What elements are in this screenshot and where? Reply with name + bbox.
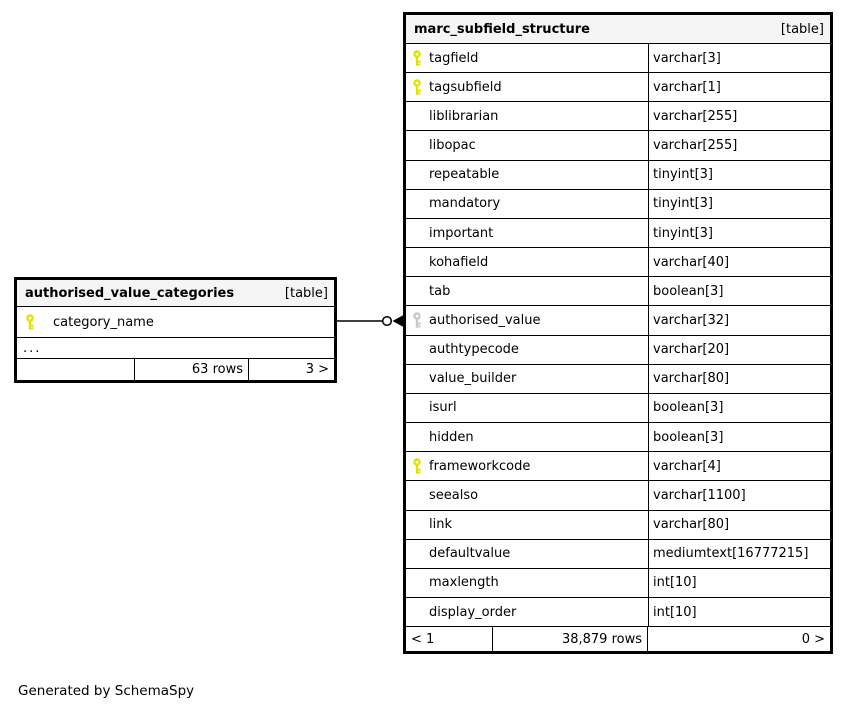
column-name: category_name [53,314,154,330]
column-row [406,423,830,452]
column-type: varchar[20] [648,336,830,364]
column-list [406,44,830,627]
column-row [406,452,830,481]
column-name: liblibrarian [429,108,499,124]
column-type: boolean[3] [648,277,830,305]
column-type: varchar[255] [648,102,830,130]
column-name-cell [406,569,648,597]
table-type-label: [table] [284,285,328,301]
table-header[interactable] [406,15,830,44]
column-name: maxlength [429,575,499,591]
column-row [406,248,830,277]
table-name[interactable]: authorised_value_categories [25,285,235,301]
column-type: int[10] [648,598,830,626]
column-name-cell [406,102,648,130]
children-indicator: 0 > [801,631,825,647]
column-type: varchar[80] [648,511,830,539]
column-name: seealso [429,487,479,503]
column-name-cell [406,161,648,189]
table-header[interactable] [17,280,334,307]
row-count: 63 rows [134,359,249,380]
column-name: authtypecode [429,342,519,358]
column-name-cell [406,540,648,568]
column-name: isurl [429,400,457,416]
column-name-cell [406,423,648,451]
column-name-cell [406,452,648,480]
row-count: 38,879 rows [492,627,648,651]
column-name: mandatory [429,196,501,212]
column-type: boolean[3] [648,394,830,422]
column-row [406,131,830,160]
column-name: hidden [429,429,474,445]
column-name: authorised_value [429,312,541,328]
column-name-cell [406,73,648,101]
column-name-cell [406,336,648,364]
column-name: defaultvalue [429,546,511,562]
column-row [406,161,830,190]
table-footer [406,627,830,651]
column-type: tinyint[3] [648,219,830,247]
column-name-cell [406,394,648,422]
parents-indicator [17,359,134,380]
column-type: varchar[255] [648,131,830,159]
column-name-cell [406,219,648,247]
column-type: int[10] [648,569,830,597]
key-icon [412,312,422,328]
column-row [406,394,830,423]
column-name: value_builder [429,371,517,387]
column-row [406,336,830,365]
key-icon [412,79,422,95]
parents-indicator: < 1 [411,631,435,647]
more-columns-ellipsis: ... [17,338,334,359]
column-name-cell [406,190,648,218]
column-row [406,102,830,131]
column-type: boolean[3] [648,423,830,451]
column-name: display_order [429,604,517,620]
column-name-cell [17,307,334,337]
column-row [406,44,830,73]
column-name: tagfield [429,50,479,66]
column-name-cell [406,365,648,393]
column-name-cell [406,44,648,72]
column-type: varchar[80] [648,365,830,393]
column-name: tagsubfield [429,79,502,95]
column-row [406,306,830,335]
table-footer [17,359,334,380]
column-name: important [429,225,494,241]
column-name-cell [406,481,648,509]
column-name: libopac [429,138,476,154]
column-row [406,481,830,510]
column-list [17,307,334,338]
column-row [406,190,830,219]
column-row [406,511,830,540]
column-name: frameworkcode [429,458,531,474]
column-type: varchar[4] [648,452,830,480]
zero-or-one-dot [383,317,392,326]
key-icon [412,50,422,66]
column-name-cell [406,277,648,305]
column-name: kohafield [429,254,489,270]
column-row [17,307,334,338]
column-name: tab [429,283,451,299]
column-name-cell [406,306,648,334]
column-type: varchar[40] [648,248,830,276]
relationship-connector [334,310,406,332]
column-type: tinyint[3] [648,161,830,189]
column-row [406,540,830,569]
key-icon [25,314,35,330]
column-name: repeatable [429,167,500,183]
column-type: varchar[1100] [648,481,830,509]
table-marc-subfield-structure[interactable] [403,12,833,654]
column-type: varchar[3] [648,44,830,72]
children-indicator: 3 > [305,362,329,377]
column-type: varchar[1] [648,73,830,101]
table-authorised-value-categories[interactable] [14,277,337,383]
column-row [406,365,830,394]
column-name-cell [406,248,648,276]
column-row [406,598,830,627]
key-icon [412,458,422,474]
arrowhead-icon [393,315,404,327]
column-row [406,277,830,306]
column-type: mediumtext[16777215] [648,540,830,568]
column-row [406,569,830,598]
table-type-label: [table] [780,21,824,37]
table-name[interactable]: marc_subfield_structure [414,21,590,37]
column-type: varchar[32] [648,306,830,334]
column-name: link [429,517,452,533]
column-name-cell [406,131,648,159]
generated-note: Generated by SchemaSpy [18,683,195,699]
column-name-cell [406,598,648,626]
column-name-cell [406,511,648,539]
column-row [406,73,830,102]
column-type: tinyint[3] [648,190,830,218]
column-row [406,219,830,248]
